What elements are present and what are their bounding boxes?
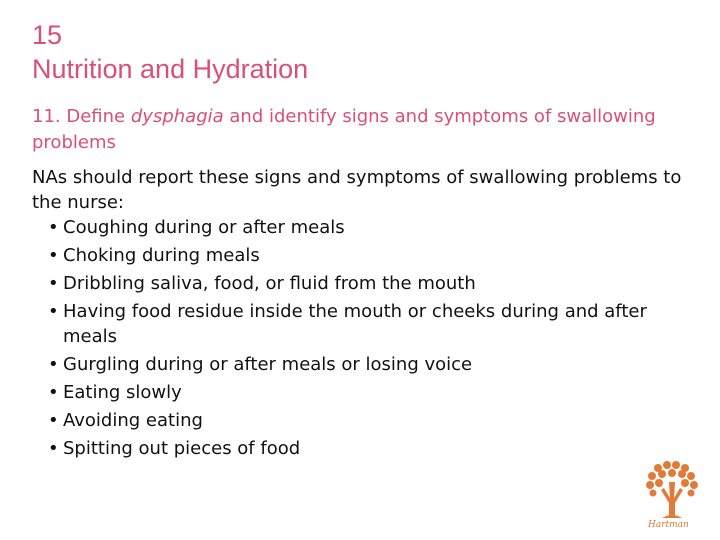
bullet-icon: • bbox=[48, 382, 59, 403]
bullet-icon: • bbox=[48, 217, 59, 238]
chapter-title: Nutrition and Hydration bbox=[32, 54, 309, 84]
list-item-text: Avoiding eating bbox=[63, 410, 203, 431]
objective-define: Define bbox=[66, 106, 126, 127]
list-item bbox=[48, 215, 682, 240]
objective-rest: and identify signs and symptoms of swallowing problems bbox=[32, 106, 656, 153]
list-item-text: Choking during meals bbox=[63, 245, 260, 266]
list-item bbox=[48, 408, 682, 433]
bullet-icon: • bbox=[48, 438, 59, 459]
bullet-icon: • bbox=[48, 410, 59, 431]
list-item bbox=[48, 352, 682, 377]
list-item bbox=[48, 436, 682, 461]
bullet-icon: • bbox=[48, 354, 59, 375]
list-item bbox=[48, 243, 682, 268]
list-item bbox=[48, 380, 682, 405]
symptom-list bbox=[32, 215, 682, 461]
list-item-text: Gurgling during or after meals or losing voice bbox=[63, 354, 473, 375]
objective-number: 11. bbox=[32, 106, 61, 127]
list-item-text: Dribbling saliva, food, or fluid from the mouth bbox=[63, 273, 476, 294]
bullet-icon: • bbox=[48, 273, 59, 294]
list-item-text: Having food residue inside the mouth or cheeks during and after meals bbox=[63, 301, 647, 347]
learning-objective bbox=[32, 104, 672, 156]
chapter-number: 15 bbox=[32, 20, 63, 50]
list-item-text: Eating slowly bbox=[63, 382, 182, 403]
bullet-icon: • bbox=[48, 301, 59, 322]
list-item bbox=[48, 271, 682, 296]
bullet-icon: • bbox=[48, 245, 59, 266]
slide-body bbox=[32, 165, 682, 464]
intro-text: NAs should report these signs and symptoms of swallowing problems to the nurse: bbox=[32, 167, 682, 213]
list-item-text: Spitting out pieces of food bbox=[63, 438, 301, 459]
objective-term: dysphagia bbox=[130, 106, 224, 127]
list-item-text: Coughing during or after meals bbox=[63, 217, 345, 238]
list-item bbox=[48, 299, 682, 349]
slide-title bbox=[32, 18, 308, 86]
logo-wordmark: Hartman bbox=[648, 520, 689, 530]
